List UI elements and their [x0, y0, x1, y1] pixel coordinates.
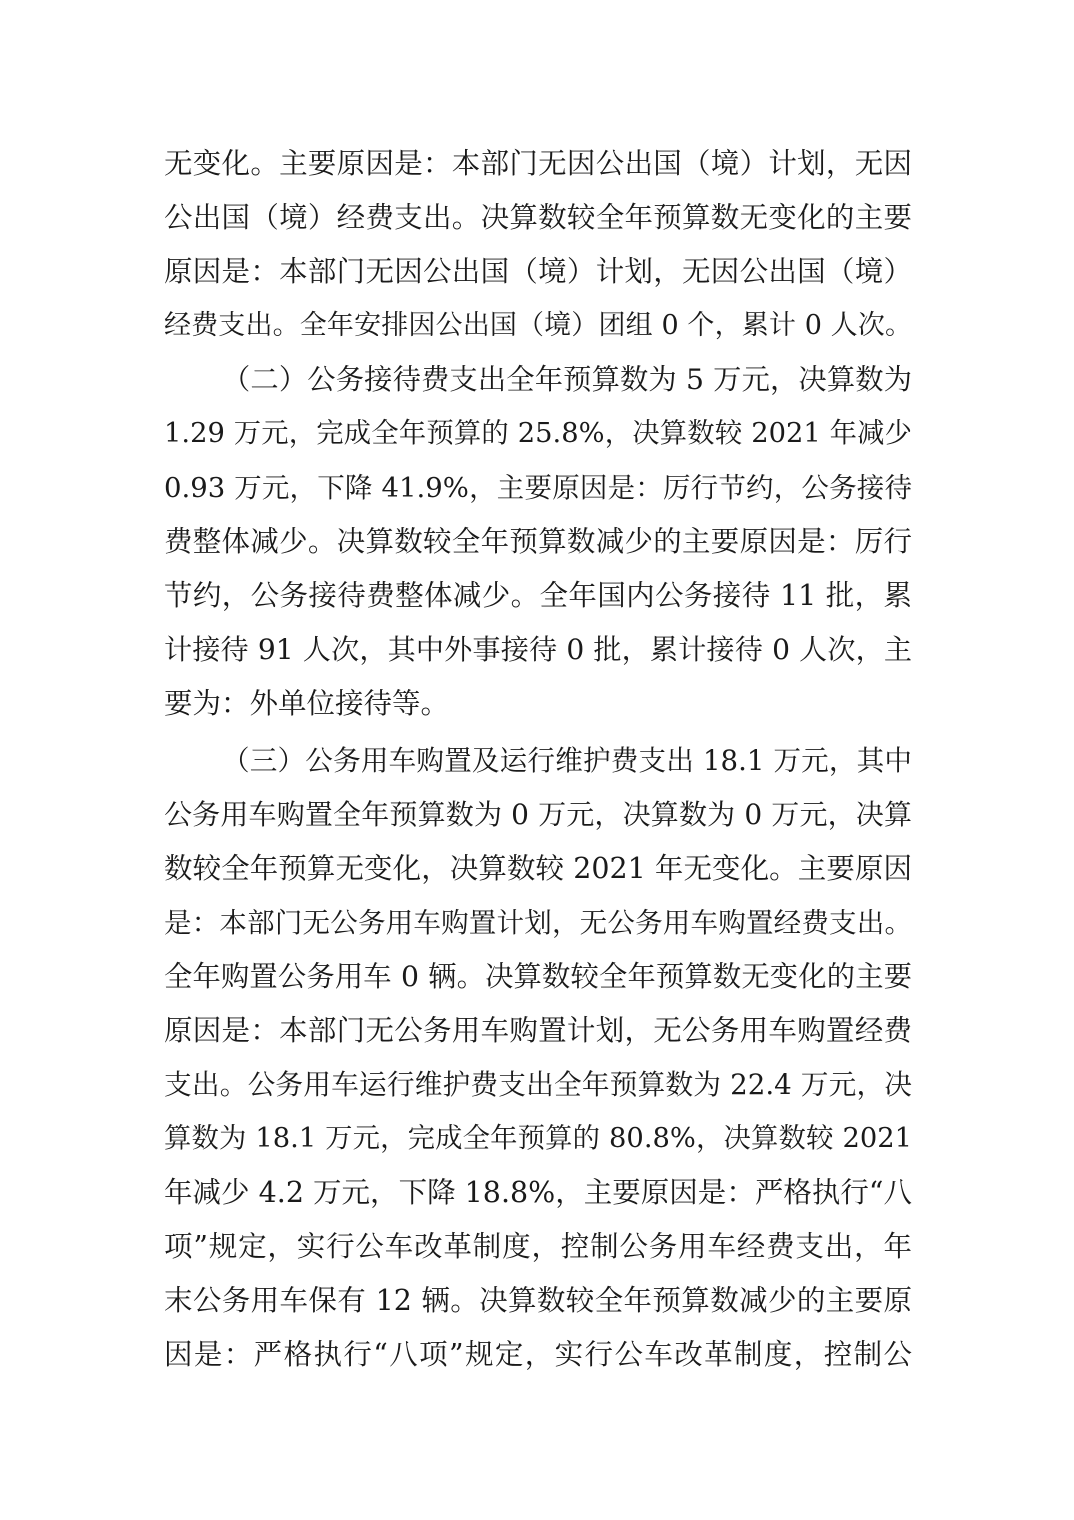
- paragraph-3-first-line: （三）公务用车购置及运行维护费支出 18.1 万元，其中: [222, 744, 912, 777]
- text-line-14: 数较全年预算无变化，决算数较 2021 年无变化。主要原因: [164, 852, 912, 885]
- text-line-2: 公出国（境）经费支出。决算数较全年预算数无变化的主要: [164, 201, 912, 234]
- text-line-11: 要为：外单位接待等。: [164, 687, 450, 720]
- text-line-10: 计接待 91 人次，其中外事接待 0 批，累计接待 0 人次，主: [164, 633, 912, 666]
- text-line-9: 节约，公务接待费整体减少。全年国内公务接待 11 批，累: [164, 579, 912, 612]
- text-line-7: 0.93 万元，下降 41.9%，主要原因是：厉行节约，公务接待: [164, 472, 912, 504]
- text-line-22: 末公务用车保有 12 辆。决算数较全年预算数减少的主要原: [164, 1284, 912, 1317]
- text-line-16: 全年购置公务用车 0 辆。决算数较全年预算数无变化的主要: [164, 960, 912, 993]
- text-line-23: 因是：严格执行“八项”规定，实行公车改革制度，控制公: [164, 1338, 912, 1371]
- text-line-20: 年减少 4.2 万元，下降 18.8%，主要原因是：严格执行“八: [164, 1176, 912, 1209]
- text-line-13: 公务用车购置全年预算数为 0 万元，决算数为 0 万元，决算: [164, 798, 912, 831]
- text-line-21: 项”规定，实行公车改革制度，控制公务用车经费支出，年: [164, 1230, 912, 1263]
- text-line-6: 1.29 万元，完成全年预算的 25.8%，决算数较 2021 年减少: [164, 418, 912, 449]
- paragraph-2-first-line: （二）公务接待费支出全年预算数为 5 万元，决算数为: [222, 363, 912, 396]
- text-line-19: 算数为 18.1 万元，完成全年预算的 80.8%，决算数较 2021: [164, 1123, 912, 1154]
- text-line-8: 费整体减少。决算数较全年预算数减少的主要原因是：厉行: [164, 525, 912, 558]
- text-line-17: 原因是：本部门无公务用车购置计划，无公务用车购置经费: [164, 1014, 912, 1047]
- text-line-15: 是：本部门无公务用车购置计划，无公务用车购置经费支出。: [164, 907, 912, 939]
- text-line-4: 经费支出。全年安排因公出国（境）团组 0 个，累计 0 人次。: [164, 310, 912, 341]
- text-line-18: 支出。公务用车运行维护费支出全年预算数为 22.4 万元，决: [164, 1068, 912, 1101]
- text-line-3: 原因是：本部门无因公出国（境）计划，无因公出国（境）: [164, 255, 912, 288]
- text-line-1: 无变化。主要原因是：本部门无因公出国（境）计划，无因: [164, 147, 912, 180]
